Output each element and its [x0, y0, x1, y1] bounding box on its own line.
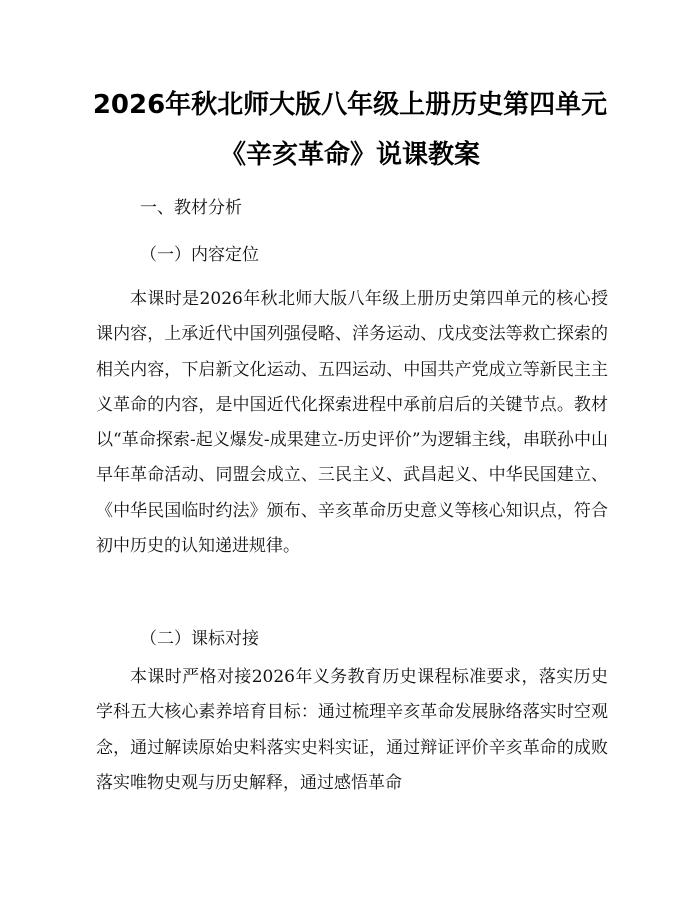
- subsection-heading-curriculum-alignment: （二）课标对接: [140, 629, 259, 649]
- document-title-line-1: 2026年秋北师大版八年级上册历史第四单元: [92, 90, 608, 120]
- paragraph-content-positioning: 本课时是2026年秋北师大版八年级上册历史第四单元的核心授课内容，上承近代中国列强侵略、洋务运动、戊戌变法等救亡探索的相关内容，下启新文化运动、五四运动、中国共产党成立等新民主主义革命的内容，是中国近代化探索进程中承前启后的关键节点。教材以“革命探索-起义爆发-成果建立-历史评价”为逻辑主线，串联孙中山早年革命活动、同盟会成立、三民主义、武昌起义、中华民国建立、《中华民国临时约法》颁布、辛亥革命历史意义等核心知识点，符合初中历史的认知递进规律。: [96, 289, 608, 557]
- paragraph-curriculum-alignment: 本课时严格对接2026年义务教育历史课程标准要求，落实历史学科五大核心素养培育目标：通过梳理辛亥革命发展脉络落实时空观念，通过解读原始史料落实史料实证，通过辩证评价辛亥革命的成败落实唯物史观与历史解释，通过感悟革命: [96, 667, 608, 793]
- subsection-heading-content-positioning: （一）内容定位: [140, 245, 259, 265]
- document-title-line-2: 《辛亥革命》说课教案: [219, 140, 480, 170]
- section-heading-textbook-analysis: 一、教材分析: [140, 198, 242, 218]
